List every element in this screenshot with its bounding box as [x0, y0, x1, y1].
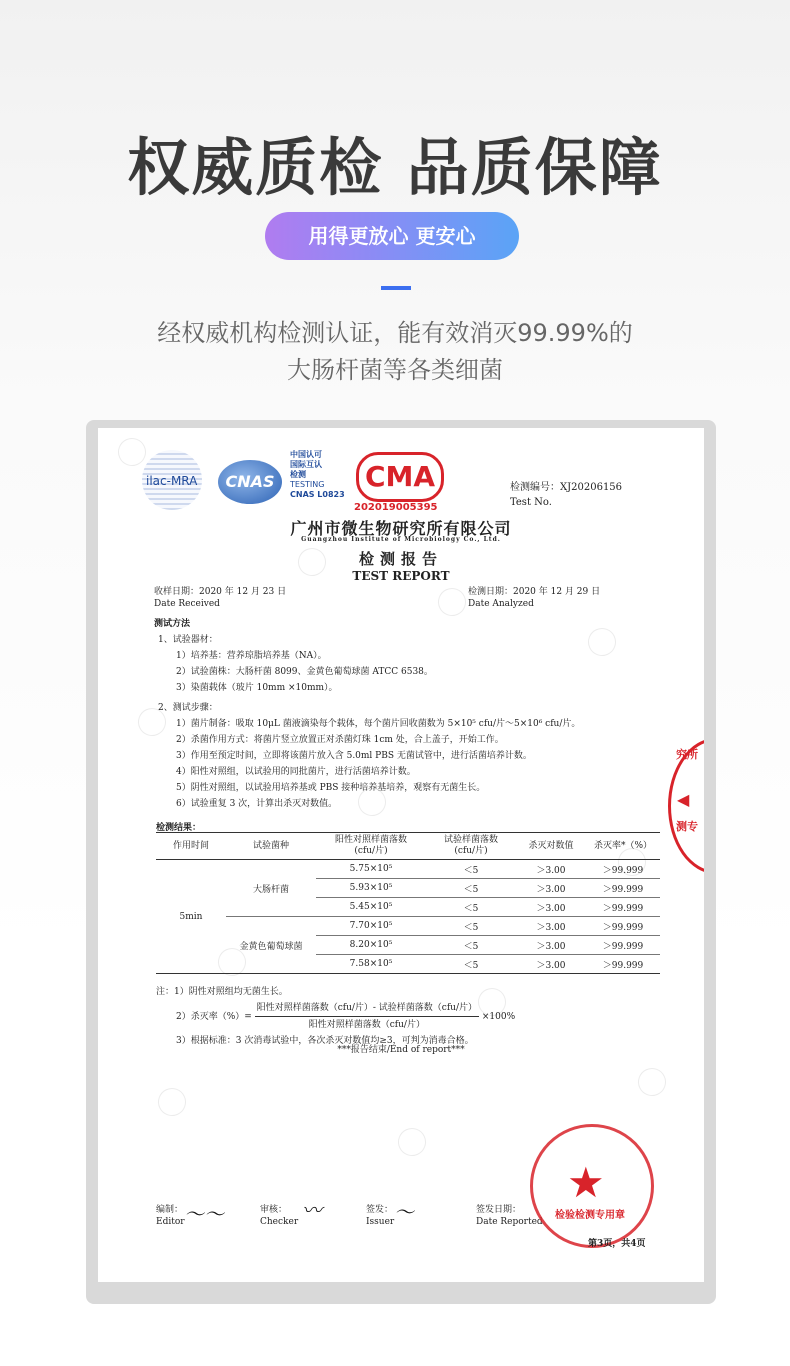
cell-time: 5min	[156, 860, 226, 974]
report-title-en: TEST REPORT	[352, 569, 450, 583]
col-header: 阳性对照样菌落数 (cfu/片)	[316, 833, 426, 860]
table-row	[156, 860, 660, 879]
cell-species: 大肠杆菌	[252, 884, 289, 895]
page-number: 第3页，共4页	[588, 1239, 646, 1249]
kill-rate-formula	[255, 1000, 479, 1033]
note-3: 3）根据标准：3 次消毒试验中，各次杀灭对数值均≥3，可判为消毒合格。	[176, 1036, 474, 1046]
cell-log: ＞3.00	[516, 955, 586, 974]
col-header: 作用时间	[156, 833, 226, 860]
cnas-line: CNAS L0823	[290, 490, 345, 499]
cell-rate: ＞99.999	[586, 898, 660, 917]
equipment-item: 2）试验菌株：大肠杆菌 8099、金黄色葡萄球菌 ATCC 6538。	[176, 667, 433, 677]
date-analyzed-zh: 检测日期：2020 年 12 月 29 日	[468, 587, 601, 597]
checker-signature: 审核： Checker	[260, 1205, 299, 1227]
cell-rate: ＞99.999	[586, 955, 660, 974]
company-name: 广州市微生物研究所有限公司	[290, 519, 512, 538]
step-item: 1）菌片制备：吸取 10μL 菌液滴染每个载体，每个菌片回收菌数为 5×10⁵ cfu/片～5×10⁶ cfu/片。	[176, 719, 581, 729]
step-item: 5）阴性对照组，以试验用培养基或 PBS 接种培养基培养，观察有无菌生长。	[176, 783, 486, 793]
test-number	[510, 480, 622, 510]
cell-rate: ＞99.999	[586, 936, 660, 955]
seal-text: 检验检测专用章	[555, 1210, 625, 1221]
cell-positive: 5.75×10⁵	[316, 860, 426, 879]
date-received	[154, 586, 286, 610]
date-received-en: Date Received	[154, 599, 220, 609]
watermark-icon	[633, 1063, 670, 1100]
issuer-handwritten-signature: 〜	[394, 1200, 414, 1224]
watermark-icon	[583, 623, 620, 660]
cnas-accreditation-info	[290, 450, 345, 500]
cell-test: ＜5	[426, 860, 516, 879]
accent-divider	[381, 286, 411, 290]
page-headline: 权威质检 品质保障	[127, 131, 663, 204]
subtitle-line-2: 大肠杆菌等各类细菌	[287, 356, 503, 384]
equipment-item: 1）培养基：营养琼脂培养基（NA）。	[176, 651, 327, 661]
end-of-report: ***报告结束/End of report***	[337, 1045, 465, 1055]
formula-numerator: 阳性对照样菌落数（cfu/片）- 试验样菌落数（cfu/片）	[255, 1000, 479, 1017]
cnas-line: TESTING	[290, 480, 325, 489]
date-received-zh: 收样日期：2020 年 12 月 23 日	[154, 587, 287, 597]
cma-logo: CMA	[356, 452, 444, 502]
notes	[156, 984, 515, 1049]
side-seal-arrow-icon: ◀	[677, 790, 690, 809]
formula-denominator: 阳性对照样菌落数（cfu/片）	[308, 1020, 425, 1030]
side-seal-text: 测专	[676, 820, 698, 833]
col-header: 杀灭对数值	[516, 833, 586, 860]
results-title: 检测结果：	[156, 823, 202, 833]
cell-positive: 7.58×10⁵	[316, 955, 426, 974]
cell-test: ＜5	[426, 917, 516, 936]
cnas-logo-text: CNAS	[225, 472, 275, 491]
cell-rate: ＞99.999	[586, 879, 660, 898]
ilac-mra-logo-text: ilac-MRA	[146, 474, 198, 488]
date-reported: 签发日期： Date Reported	[476, 1205, 543, 1227]
cell-test: ＜5	[426, 955, 516, 974]
cell-positive: 5.93×10⁵	[316, 879, 426, 898]
steps-title: 2、测试步骤：	[158, 703, 218, 713]
date-analyzed-en: Date Analyzed	[468, 599, 534, 609]
step-item: 3）作用至预定时间，立即将该菌片放入含 5.0ml PBS 无菌试管中，进行活菌培养计数。	[176, 751, 532, 761]
company-name-en: Guangzhou Institute of Microbiology Co., Ltd.	[301, 536, 501, 543]
equipment-title: 1、试验器材：	[158, 635, 218, 645]
side-seal-text: 究所	[676, 748, 698, 761]
results-table	[156, 832, 660, 974]
test-number-zh: 检测编号：XJ20206156	[510, 482, 623, 493]
cnas-line: 检测	[290, 470, 306, 479]
cell-test: ＜5	[426, 936, 516, 955]
issuer-signature: 签发： Issuer	[366, 1205, 395, 1227]
step-item: 6）试验重复 3 次，计算出杀灭对数值。	[176, 799, 338, 809]
test-report-document	[98, 428, 704, 1282]
cell-log: ＞3.00	[516, 879, 586, 898]
cell-rate: ＞99.999	[586, 917, 660, 936]
cell-test: ＜5	[426, 898, 516, 917]
step-item: 4）阳性对照组，以试验用的同批菌片，进行活菌培养计数。	[176, 767, 416, 777]
methods-title: 测试方法	[154, 619, 191, 629]
step-item: 2）杀菌作用方式：将菌片竖立放置正对杀菌灯珠 1cm 处，合上盖子，开始工作。	[176, 735, 504, 745]
editor-handwritten-signature: 〜〜	[184, 1202, 224, 1226]
cell-log: ＞3.00	[516, 860, 586, 879]
subtitle-line-1: 经权威机构检测认证，能有效消灭99.99%的	[157, 319, 633, 347]
note-1: 注：1）阴性对照组均无菌生长。	[156, 987, 288, 997]
equipment-item: 3）染菌载体（玻片 10mm ×10mm）。	[176, 683, 338, 693]
cell-log: ＞3.00	[516, 917, 586, 936]
watermark-icon	[153, 1083, 190, 1120]
test-number-en: Test No.	[510, 497, 552, 508]
cell-positive: 7.70×10⁵	[316, 917, 426, 936]
table-row	[156, 917, 660, 936]
cell-log: ＞3.00	[516, 936, 586, 955]
watermark-icon	[393, 1123, 430, 1160]
cell-positive: 8.20×10⁵	[316, 936, 426, 955]
cnas-line: 中国认可	[290, 450, 322, 459]
cnas-line: 国际互认	[290, 460, 322, 469]
checker-handwritten-signature: 〰	[302, 1198, 322, 1222]
cma-number: 202019005395	[354, 502, 438, 513]
cell-positive: 5.45×10⁵	[316, 898, 426, 917]
report-title-zh: 检测报告	[358, 550, 443, 568]
cell-log: ＞3.00	[516, 898, 586, 917]
col-header: 杀灭率*（%）	[586, 833, 660, 860]
date-analyzed	[468, 586, 600, 610]
cell-species: 金黄色葡萄球菌	[226, 917, 316, 974]
editor-signature: 编制： Editor	[156, 1205, 185, 1227]
col-header: 试验菌种	[226, 833, 316, 860]
cell-rate: ＞99.999	[586, 860, 660, 879]
slogan-pill: 用得更放心 更安心	[265, 212, 519, 260]
note-2: 2）杀灭率（%）= 阳性对照样菌落数（cfu/片）- 试验样菌落数（cfu/片） 阳性对照样菌落数（cfu/片） ×100%	[156, 1000, 515, 1033]
seal-star-icon: ★	[567, 1158, 605, 1207]
test-methods	[154, 616, 580, 812]
cell-test: ＜5	[426, 879, 516, 898]
col-header: 试验样菌落数 (cfu/片)	[426, 833, 516, 860]
